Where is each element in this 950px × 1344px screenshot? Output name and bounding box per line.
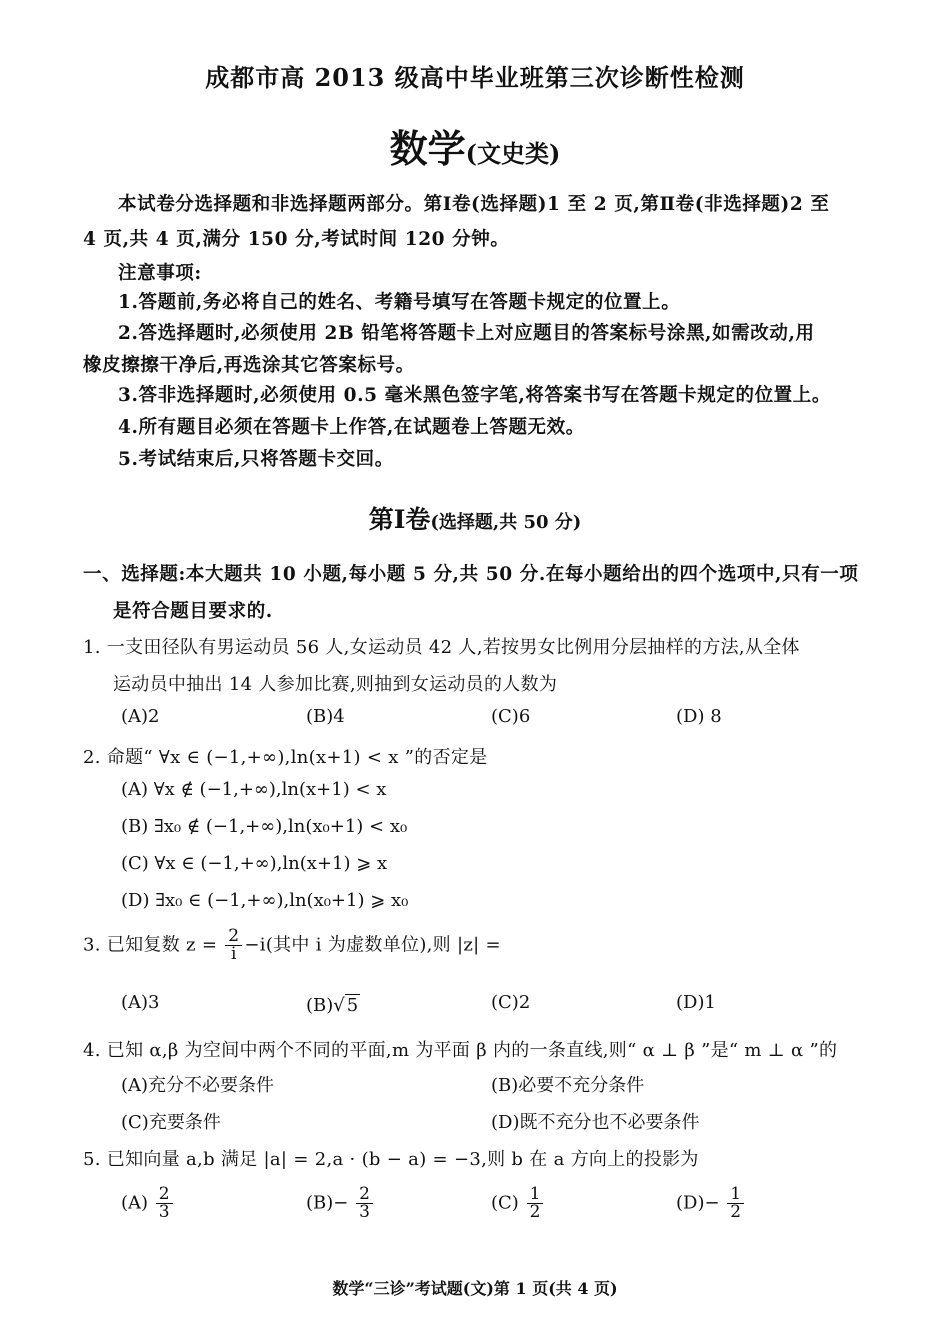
question-1-line-2: 运动员中抽出 14 人参加比赛,则抽到女运动员的人数为 xyxy=(113,674,558,695)
question-3-option-b xyxy=(306,995,360,1016)
intro-line-1: 本试卷分选择题和非选择题两部分。第Ⅰ卷(选择题)1 至 2 页,第Ⅱ卷(非选择题)2 至 xyxy=(118,194,830,215)
exam-title: 成都市高 2013 级高中毕业班第三次诊断性检测 xyxy=(205,63,745,92)
question-1-option-b: (B)4 xyxy=(306,706,345,727)
notice-item-2-line-1: 2.答选择题时,必须使用 2B 铅笔将答题卡上对应题目的答案标号涂黑,如需改动,用 xyxy=(118,323,815,344)
question-2-option-b: (B) ∃x₀ ∉ (−1,+∞),ln(x₀+1) < x₀ xyxy=(121,816,408,837)
part-instruction-line-2: 是符合题目要求的. xyxy=(113,601,273,622)
section-subtitle: (选择题,共 50 分) xyxy=(430,512,582,533)
notice-heading: 注意事项: xyxy=(118,263,202,284)
question-4-stem: 4. 已知 α,β 为空间中两个不同的平面,m 为平面 β 内的一条直线,则“ α ⊥ β ”是“ m ⊥ α ”的 xyxy=(83,1040,838,1061)
notice-item-4: 4.所有题目必须在答题卡上作答,在试题卷上答题无效。 xyxy=(118,417,585,438)
question-5-option-d-numerator: 1 xyxy=(727,1186,744,1204)
question-5-option-d-label: (D)− xyxy=(676,1192,720,1214)
question-5-option-a-denominator: 3 xyxy=(158,1202,170,1222)
question-3-option-c: (C)2 xyxy=(491,992,531,1013)
question-3-stem xyxy=(83,928,501,963)
question-3-option-d: (D)1 xyxy=(676,992,716,1013)
question-3-option-a: (A)3 xyxy=(121,992,160,1013)
subject-type: (文史类) xyxy=(465,139,561,168)
question-5-option-c-label: (C) xyxy=(491,1192,519,1214)
question-1-option-a: (A)2 xyxy=(121,706,160,727)
intro-line-2: 4 页,共 4 页,满分 150 分,考试时间 120 分钟。 xyxy=(83,229,510,250)
question-5-option-c-denominator: 2 xyxy=(529,1202,541,1222)
question-5-option-b-label: (B)− xyxy=(306,1192,349,1214)
question-4-option-a: (A)充分不必要条件 xyxy=(121,1075,275,1096)
question-3-fraction xyxy=(225,928,242,963)
question-1-option-c: (C)6 xyxy=(491,706,531,727)
question-3-stem-prefix: 3. 已知复数 z = xyxy=(83,934,218,956)
question-4-option-c: (C)充要条件 xyxy=(121,1112,221,1133)
question-5-option-d-denominator: 2 xyxy=(730,1202,742,1222)
question-5-option-c xyxy=(491,1186,545,1221)
part-instruction-line-1: 一、选择题:本大题共 10 小题,每小题 5 分,共 50 分.在每小题给出的四个选项中,只有一项 xyxy=(83,564,859,585)
question-3-option-b-radicand: 5 xyxy=(346,995,359,1016)
question-2-stem: 2. 命题“ ∀x ∈ (−1,+∞),ln(x+1) < x ”的否定是 xyxy=(83,747,488,768)
notice-item-3: 3.答非选择题时,必须使用 0.5 毫米黑色签字笔,将答案书写在答题卡规定的位置上。 xyxy=(118,385,831,406)
notice-item-1: 1.答题前,务必将自己的姓名、考籍号填写在答题卡规定的位置上。 xyxy=(118,292,681,313)
question-1-option-d: (D) 8 xyxy=(676,706,722,727)
question-2-option-d: (D) ∃x₀ ∈ (−1,+∞),ln(x₀+1) ⩾ x₀ xyxy=(121,890,409,911)
page-footer: 数学“三诊”考试题(文)第 1 页(共 4 页) xyxy=(332,1279,618,1298)
question-2-option-a: (A) ∀x ∉ (−1,+∞),ln(x+1) < x xyxy=(121,779,387,800)
question-3-fraction-denominator: i xyxy=(230,944,237,964)
question-5-option-a-numerator: 2 xyxy=(156,1186,173,1204)
section-title: 第Ⅰ卷 xyxy=(368,505,431,534)
question-5-option-d xyxy=(676,1186,746,1221)
question-5-option-c-numerator: 1 xyxy=(527,1186,544,1204)
question-3-fraction-numerator: 2 xyxy=(225,928,242,946)
question-5-option-c-fraction xyxy=(527,1186,544,1221)
question-5-option-b-denominator: 3 xyxy=(359,1202,370,1222)
question-4-option-b: (B)必要不充分条件 xyxy=(491,1075,645,1096)
question-1-line-1: 1. 一支田径队有男运动员 56 人,女运动员 42 人,若按男女比例用分层抽样的方法,从全体 xyxy=(83,637,800,658)
question-5-option-b-fraction xyxy=(356,1186,373,1221)
notice-item-2-line-2: 橡皮擦擦干净后,再选涂其它答案标号。 xyxy=(83,355,415,376)
question-5-option-b xyxy=(306,1186,375,1221)
question-2-option-c: (C) ∀x ∈ (−1,+∞),ln(x+1) ⩾ x xyxy=(121,853,388,874)
subject-heading xyxy=(0,118,950,173)
section-heading xyxy=(0,500,950,536)
subject-name: 数学 xyxy=(389,126,466,171)
question-5-option-d-fraction xyxy=(727,1186,744,1221)
question-3-option-b-prefix: (B)√ xyxy=(306,995,345,1016)
question-5-option-a xyxy=(121,1186,175,1221)
question-5-option-a-label: (A) xyxy=(121,1192,149,1214)
question-4-option-d: (D)既不充分也不必要条件 xyxy=(491,1112,700,1133)
question-5-stem: 5. 已知向量 a,b 满足 |a| = 2,a · (b − a) = −3,则 b 在 a 方向上的投影为 xyxy=(83,1149,699,1170)
question-5-option-b-numerator: 2 xyxy=(356,1186,373,1204)
question-3-stem-suffix: −i(其中 i 为虚数单位),则 |z| = xyxy=(244,934,501,956)
question-5-option-a-fraction xyxy=(156,1186,173,1221)
notice-item-5: 5.考试结束后,只将答题卡交回。 xyxy=(118,449,394,470)
